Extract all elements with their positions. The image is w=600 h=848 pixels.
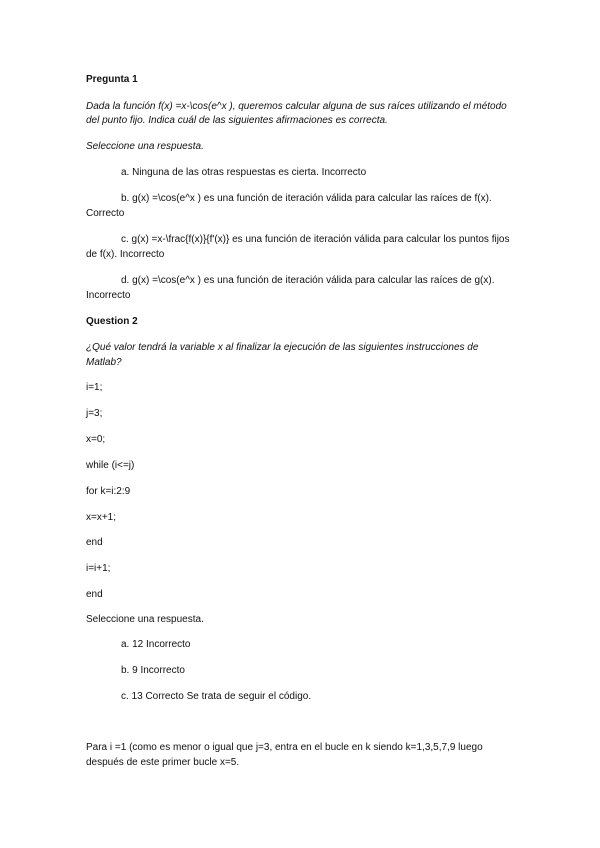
question-1-option-c-cont: de f(x). Incorrecto [86, 249, 165, 260]
question-1-option-b-cont: Correcto [86, 208, 125, 219]
question-2-option-b: b. 9 Incorrecto [121, 665, 185, 676]
question-1-option-d: d. g(x) =\cos(e^x ) es una función de iteración válida para calcular las raíces de g(x). [121, 275, 495, 286]
explanation-line-2: después de este primer bucle x=5. [86, 757, 240, 768]
question-1-option-b: b. g(x) =\cos(e^x ) es una función de iteración válida para calcular las raíces de f(x). [121, 193, 492, 204]
question-2-statement-line-1: ¿Qué valor tendrá la variable x al finalizar la ejecución de las siguientes instrucciones de [86, 342, 479, 353]
code-line: x=0; [86, 434, 106, 445]
question-1-statement-line-1: Dada la función f(x) =x-\cos(e^x ), queremos calcular alguna de sus raíces utilizando el método [86, 101, 507, 112]
code-line: for k=i:2:9 [86, 486, 131, 497]
explanation-line-1: Para i =1 (como es menor o igual que j=3, entra en el bucle en k siendo k=1,3,5,7,9 luego [86, 742, 483, 753]
question-2-statement-line-2: Matlab? [86, 357, 122, 368]
code-line: end [86, 589, 103, 600]
question-1-option-c: c. g(x) =x-\frac{f(x)}{f'(x)} es una función de iteración válida para calcular los puntos fijos [121, 234, 510, 245]
question-2-option-c: c. 13 Correcto Se trata de seguir el código. [121, 691, 312, 702]
code-line: i=1; [86, 382, 103, 393]
code-line: i=i+1; [86, 563, 111, 574]
question-1-option-a: a. Ninguna de las otras respuestas es cierta. Incorrecto [121, 167, 367, 178]
code-line: end [86, 537, 103, 548]
question-2-title: Question 2 [86, 316, 138, 327]
code-line: while (i<=j) [86, 460, 135, 471]
question-1-statement-line-2: del punto fijo. Indica cuál de las siguientes afirmaciones es correcta. [86, 115, 388, 126]
question-2-option-a: a. 12 Incorrecto [121, 639, 191, 650]
question-1-select-prompt: Seleccione una respuesta. [86, 141, 204, 152]
question-1-option-d-cont: Incorrecto [86, 290, 131, 301]
code-line: j=3; [86, 408, 103, 419]
question-1-title: Pregunta 1 [86, 74, 138, 85]
question-2-select-prompt: Seleccione una respuesta. [86, 614, 204, 625]
code-line: x=x+1; [86, 512, 117, 523]
